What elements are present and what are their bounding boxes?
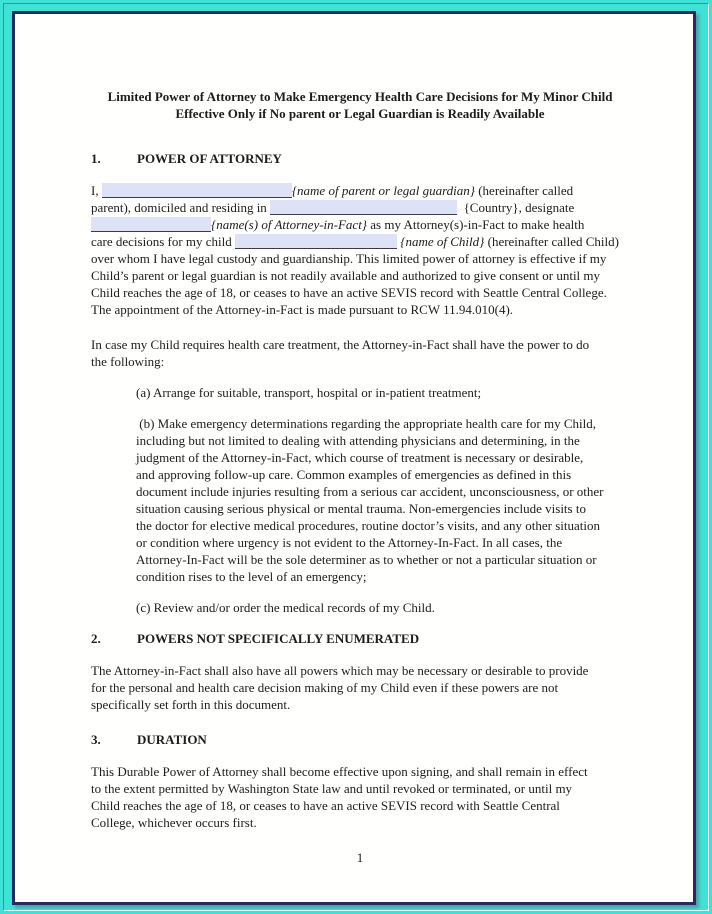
text-run: specifically set forth in this document. [91, 697, 291, 712]
text-line [136, 599, 629, 616]
text-run: (hereinafter called [474, 183, 574, 198]
text-run: (b) Make emergency determinations regarding the appropriate health care for my Child, [136, 416, 597, 431]
text-run: document include injuries resulting from a serious car accident, unconsciousness, or other [136, 484, 604, 499]
text-run: to the extent permitted by Washington State law and until revoked or terminated, or until my [91, 781, 573, 796]
text-run: care decisions for my child [91, 234, 236, 249]
paragraph-powers-intro [91, 336, 629, 370]
text-run: (a) Arrange for suitable, transport, hospital or in-patient treatment; [136, 385, 482, 400]
text-line [91, 301, 629, 318]
text-run: judgment of the Attorney-in-Fact, which course of treatment is necessary or desirable, [136, 450, 584, 465]
text-run: Child reaches the age of 18, or ceases to have an active SEVIS record with Seattle Central [91, 798, 560, 813]
document-title [91, 88, 629, 122]
text-line [91, 797, 629, 814]
title-line-1: Limited Power of Attorney to Make Emergency Health Care Decisions for My Minor Child [107, 89, 613, 104]
text-run: over whom I have legal custody and guardianship. This limited power of attorney is effective if my [91, 251, 607, 266]
section-2-title: POWERS NOT SPECIFICALLY ENUMERATED [137, 631, 420, 646]
section-1-title: POWER OF ATTORNEY [137, 151, 282, 166]
document-page [12, 11, 696, 905]
title-line-2: Effective Only if No parent or Legal Guardian is Readily Available [175, 106, 545, 121]
text-run: for the personal and health care decision making of my Child even if these powers are not [91, 680, 559, 695]
blank-child-name[interactable] [235, 234, 397, 249]
text-run: the doctor for elective medical procedures, routine doctor’s visits, and any other situation [136, 518, 601, 533]
section-1-heading [91, 150, 629, 167]
text-line [91, 199, 629, 216]
text-line [136, 551, 629, 568]
text-line [91, 233, 629, 250]
text-run: condition rises to the level of an emergency; [136, 569, 367, 584]
section-1-number: 1. [91, 151, 101, 166]
text-line [91, 662, 629, 679]
text-run: (hereinafter called Child) [484, 234, 619, 249]
section-3-title: DURATION [137, 732, 207, 747]
text-run: I, [91, 183, 102, 198]
text-run: The appointment of the Attorney-in-Fact is made pursuant to RCW 11.94.010(4). [91, 302, 514, 317]
text-run: including but not limited to dealing with attending physicians and determining, in the [136, 433, 580, 448]
text-line [136, 432, 629, 449]
text-run: parent), domiciled and residing in [91, 200, 271, 215]
paragraph-duration [91, 763, 629, 831]
page-number: 1 [356, 850, 364, 865]
text-run: as my Attorney(s)-in-Fact to make health [367, 217, 585, 232]
text-line [136, 500, 629, 517]
text-run: In case my Child requires health care treatment, the Attorney-in-Fact shall have the power to do [91, 337, 590, 352]
blank-parent-name[interactable] [102, 183, 292, 198]
blank-attorney-name[interactable] [91, 217, 211, 232]
text-run: {Country}, designate [457, 200, 575, 215]
text-line [136, 384, 629, 401]
text-run: situation causing serious physical or mental trauma. Non-emergencies include visits to [136, 501, 586, 516]
text-line [136, 483, 629, 500]
field-hint: {name of Child} [397, 234, 485, 249]
text-line [91, 336, 629, 353]
text-line [91, 679, 629, 696]
text-line [136, 534, 629, 551]
text-line [91, 267, 629, 284]
section-3-number: 3. [91, 732, 101, 747]
text-line [136, 415, 629, 432]
text-line [91, 284, 629, 301]
text-line [91, 696, 629, 713]
text-run: or condition where urgency is not evident to the Attorney-In-Fact. In all cases, the [136, 535, 563, 550]
text-run: and approving follow-up care. Common examples of emergencies as defined in this [136, 467, 572, 482]
blank-country[interactable] [270, 200, 457, 215]
text-line [136, 449, 629, 466]
text-line [91, 763, 629, 780]
text-run: This Durable Power of Attorney shall become effective upon signing, and shall remain in effect [91, 764, 588, 779]
section-2-heading [91, 630, 629, 647]
text-run: College, whichever occurs first. [91, 815, 257, 830]
paragraph-powers-not-enumerated [91, 662, 629, 713]
text-line [136, 517, 629, 534]
list-item-a [136, 384, 629, 401]
text-run: Child’s parent or legal guardian is not readily available and authorized to give consent or until my [91, 268, 601, 283]
field-hint: {name of parent or legal guardian} [291, 183, 475, 198]
text-line [91, 780, 629, 797]
list-item-c [136, 599, 629, 616]
field-hint: {name(s) of Attorney-in-Fact} [211, 217, 368, 232]
text-line [136, 568, 629, 585]
text-line [91, 182, 629, 199]
paragraph-appointment [91, 182, 629, 318]
text-run: (c) Review and/or order the medical records of my Child. [136, 600, 435, 615]
list-item-b [136, 415, 629, 585]
text-line [91, 353, 629, 370]
text-run: The Attorney-in-Fact shall also have all powers which may be necessary or desirable to provide [91, 663, 589, 678]
text-run: the following: [91, 354, 165, 369]
text-line [91, 814, 629, 831]
text-line [136, 466, 629, 483]
section-3-heading [91, 731, 629, 748]
text-run: Child reaches the age of 18, or ceases to have an active SEVIS record with Seattle Central College. [91, 285, 607, 300]
text-line [91, 216, 629, 233]
section-2-number: 2. [91, 631, 101, 646]
text-line [91, 250, 629, 267]
text-run: Attorney-In-Fact will be the sole determiner as to whether or not a particular situation or [136, 552, 597, 567]
